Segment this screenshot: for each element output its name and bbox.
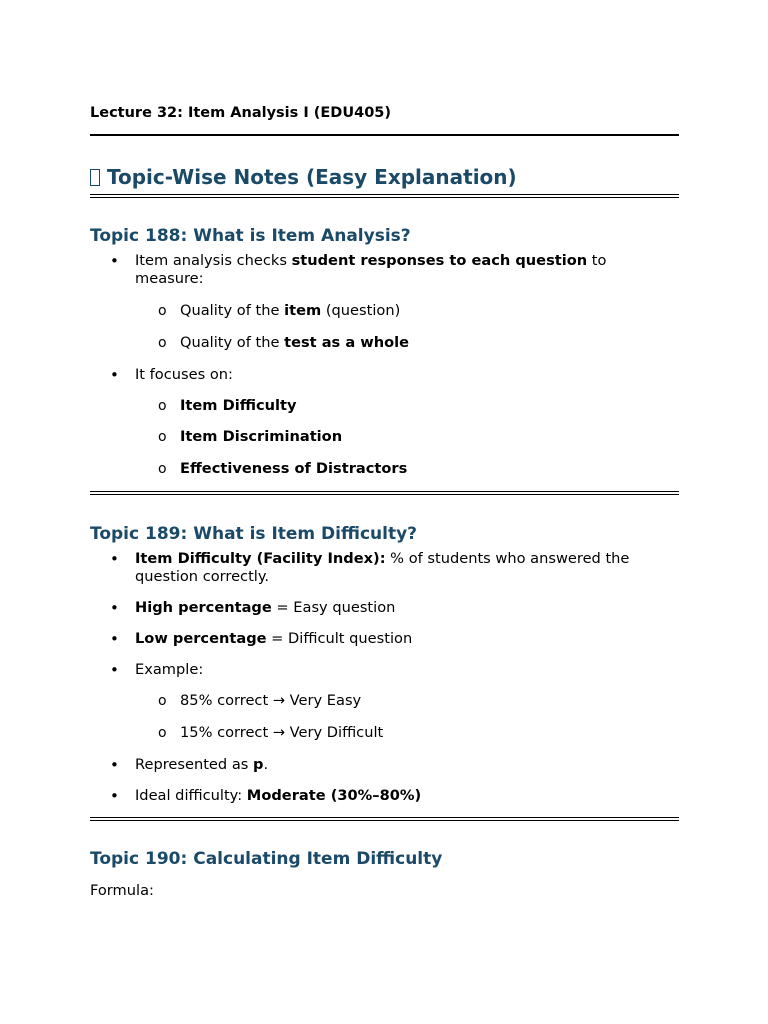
bullet-marker: • [110,661,119,679]
subbullet-marker: o [158,461,167,477]
sub-list-item: Quality of the item (question) [180,302,401,319]
bullet-marker: • [110,252,119,270]
bullet-marker: • [110,599,119,617]
list-item: Represented as p. [135,756,269,773]
subbullet-marker: o [158,725,167,741]
list-item: Item analysis checks student responses to each question to [135,252,607,269]
list-item: Item Difficulty (Facility Index): % of students who answered the [135,550,630,567]
sub-list-item: 15% correct → Very Difficult [180,724,384,741]
main-heading-text: Topic-Wise Notes (Easy Explanation) [107,165,517,189]
list-item-continuation: measure: [135,270,204,287]
subbullet-marker: o [158,398,167,414]
section-divider [90,491,679,495]
bullet-marker: • [110,366,119,384]
bullet-marker: • [110,630,119,648]
bullet-marker: • [110,550,119,568]
subbullet-marker: o [158,429,167,445]
lecture-title: Lecture 32: Item Analysis I (EDU405) [90,105,392,121]
subbullet-marker: o [158,335,167,351]
subbullet-marker: o [158,303,167,319]
topic-188-heading: Topic 188: What is Item Analysis? [90,226,411,246]
list-item: Low percentage = Difficult question [135,630,413,647]
bullet-marker: • [110,787,119,805]
list-item: Ideal difficulty: Moderate (30%–80%) [135,787,422,804]
bullet-marker: • [110,756,119,774]
list-item: It focuses on: [135,366,233,383]
missing-glyph-icon [90,169,100,186]
sub-list-item: Item Discrimination [180,428,343,445]
list-item: Example: [135,661,204,678]
sub-list-item: Quality of the test as a whole [180,334,410,351]
topic-189-heading: Topic 189: What is Item Difficulty? [90,524,418,544]
list-item-continuation: question correctly. [135,568,270,585]
sub-list-item: 85% correct → Very Easy [180,692,362,709]
topic-190-heading: Topic 190: Calculating Item Difficulty [90,849,443,869]
section-divider [90,817,679,821]
header-rule [90,134,679,136]
main-heading [90,165,517,189]
sub-list-item: Effectiveness of Distractors [180,460,408,477]
sub-list-item: Item Difficulty [180,397,297,414]
subbullet-marker: o [158,693,167,709]
section-divider [90,194,679,198]
list-item: High percentage = Easy question [135,599,396,616]
formula-label: Formula: [90,882,154,899]
